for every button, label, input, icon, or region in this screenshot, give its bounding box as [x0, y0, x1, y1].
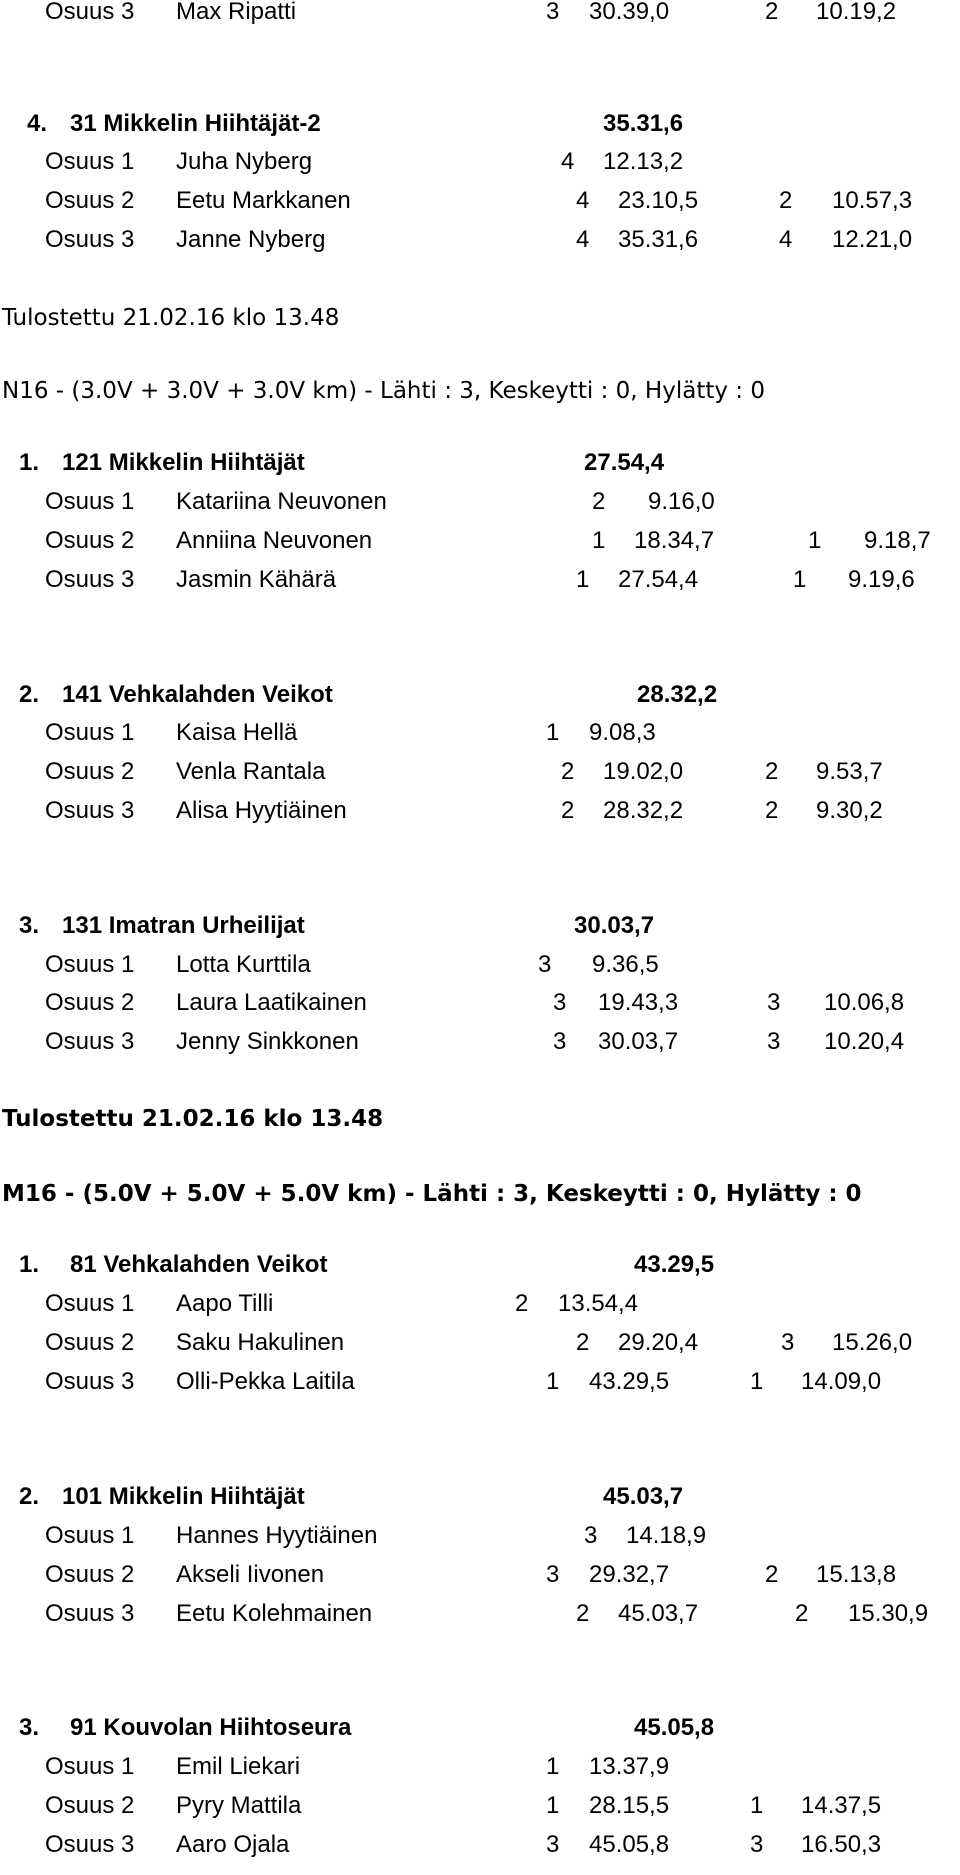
skier-name: Alisa Hyytiäinen — [176, 797, 347, 824]
team-rank: 4. — [27, 110, 48, 137]
team-rank: 3. — [19, 912, 40, 939]
printed-timestamp: Tulostettu 21.02.16 klo 13.48 — [2, 1106, 384, 1132]
team-total-time: 30.03,7 — [574, 912, 655, 939]
cumulative-position: 4 — [561, 148, 575, 175]
leg-time: 9.30,2 — [816, 797, 883, 824]
cumulative-time: 28.15,5 — [589, 1792, 670, 1819]
skier-name: Laura Laatikainen — [176, 989, 367, 1016]
cumulative-time: 45.05,8 — [589, 1831, 670, 1858]
cumulative-position: 1 — [546, 719, 560, 746]
skier-name: Venla Rantala — [176, 758, 326, 785]
team-name: 121 Mikkelin Hiihtäjät — [62, 449, 305, 476]
cumulative-time: 29.20,4 — [618, 1329, 699, 1356]
leg-label: Osuus 1 — [45, 951, 135, 978]
team-total-time: 28.32,2 — [637, 681, 718, 708]
cumulative-position: 2 — [561, 797, 575, 824]
leg-label: Osuus 2 — [45, 1561, 135, 1588]
team-name: 141 Vehkalahden Veikot — [62, 681, 333, 708]
team-rank: 1. — [19, 449, 40, 476]
leg-position: 2 — [779, 187, 793, 214]
leg-position: 2 — [765, 758, 779, 785]
skier-name: Emil Liekari — [176, 1753, 301, 1780]
leg-label: Osuus 1 — [45, 148, 135, 175]
cumulative-time: 9.16,0 — [648, 488, 715, 515]
leg-position: 2 — [765, 0, 779, 25]
cumulative-position: 4 — [576, 226, 590, 253]
cumulative-position: 3 — [546, 1561, 560, 1588]
cumulative-position: 2 — [576, 1600, 590, 1627]
printed-timestamp: Tulostettu 21.02.16 klo 13.48 — [2, 305, 340, 331]
skier-name: Jenny Sinkkonen — [176, 1028, 359, 1055]
leg-position: 3 — [767, 1028, 781, 1055]
cumulative-time: 29.32,7 — [589, 1561, 670, 1588]
cumulative-time: 19.02,0 — [603, 758, 684, 785]
leg-label: Osuus 1 — [45, 719, 135, 746]
team-total-time: 45.05,8 — [634, 1714, 715, 1741]
cumulative-position: 2 — [561, 758, 575, 785]
cumulative-time: 45.03,7 — [618, 1600, 699, 1627]
skier-name: Akseli Iivonen — [176, 1561, 325, 1588]
leg-position: 3 — [767, 989, 781, 1016]
class-header-m16: M16 - (5.0V + 5.0V + 5.0V km) - Lähti : 3, Keskeytti : 0, Hylätty : 0 — [2, 1181, 862, 1207]
cumulative-position: 3 — [584, 1522, 598, 1549]
cumulative-time: 13.54,4 — [558, 1290, 639, 1317]
leg-label: Osuus 2 — [45, 1792, 135, 1819]
team-rank: 3. — [19, 1714, 40, 1741]
cumulative-time: 19.43,3 — [598, 989, 679, 1016]
cumulative-time: 23.10,5 — [618, 187, 699, 214]
leg-position: 3 — [781, 1329, 795, 1356]
skier-name: Hannes Hyytiäinen — [176, 1522, 378, 1549]
skier-name: Juha Nyberg — [176, 148, 313, 175]
skier-name: Aaro Ojala — [176, 1831, 290, 1858]
skier-name: Jasmin Kähärä — [176, 566, 337, 593]
skier-name: Saku Hakulinen — [176, 1329, 345, 1356]
leg-time: 10.20,4 — [824, 1028, 905, 1055]
leg-label: Osuus 1 — [45, 1753, 135, 1780]
cumulative-time: 30.39,0 — [589, 0, 670, 25]
leg-position: 1 — [750, 1368, 764, 1395]
cumulative-time: 35.31,6 — [618, 226, 699, 253]
team-rank: 2. — [19, 681, 40, 708]
leg-time: 10.06,8 — [824, 989, 905, 1016]
cumulative-time: 27.54,4 — [618, 566, 699, 593]
cumulative-position: 3 — [538, 951, 552, 978]
leg-position: 1 — [808, 527, 822, 554]
leg-position: 2 — [795, 1600, 809, 1627]
leg-label: Osuus 1 — [45, 1290, 135, 1317]
leg-time: 10.57,3 — [832, 187, 913, 214]
leg-label: Osuus 2 — [45, 989, 135, 1016]
skier-name: Janne Nyberg — [176, 226, 326, 253]
cumulative-time: 30.03,7 — [598, 1028, 679, 1055]
leg-label: Osuus 3 — [45, 1368, 135, 1395]
team-name: 81 Vehkalahden Veikot — [70, 1251, 328, 1278]
leg-time: 15.26,0 — [832, 1329, 913, 1356]
skier-name: Kaisa Hellä — [176, 719, 298, 746]
class-header-n16: N16 - (3.0V + 3.0V + 3.0V km) - Lähti : 3, Keskeytti : 0, Hylätty : 0 — [2, 378, 765, 404]
cumulative-time: 13.37,9 — [589, 1753, 670, 1780]
leg-label: Osuus 3 — [45, 566, 135, 593]
leg-time: 9.53,7 — [816, 758, 883, 785]
leg-label: Osuus 3 — [45, 226, 135, 253]
leg-time: 14.37,5 — [801, 1792, 882, 1819]
leg-label: Osuus 2 — [45, 758, 135, 785]
skier-name: Lotta Kurttila — [176, 951, 311, 978]
team-rank: 2. — [19, 1483, 40, 1510]
skier-name: Aapo Tilli — [176, 1290, 274, 1317]
team-total-time: 27.54,4 — [584, 449, 665, 476]
leg-time: 15.30,9 — [848, 1600, 929, 1627]
leg-position: 2 — [765, 1561, 779, 1588]
leg-position: 3 — [750, 1831, 764, 1858]
skier-name: Olli-Pekka Laitila — [176, 1368, 355, 1395]
team-name: 101 Mikkelin Hiihtäjät — [62, 1483, 305, 1510]
leg-label: Osuus 3 — [45, 1600, 135, 1627]
cumulative-position: 3 — [553, 1028, 567, 1055]
cumulative-time: 28.32,2 — [603, 797, 684, 824]
leg-time: 14.09,0 — [801, 1368, 882, 1395]
cumulative-position: 1 — [576, 566, 590, 593]
team-name: 91 Kouvolan Hiihtoseura — [70, 1714, 352, 1741]
team-name: 131 Imatran Urheilijat — [62, 912, 305, 939]
leg-label: Osuus 1 — [45, 488, 135, 515]
cumulative-position: 4 — [576, 187, 590, 214]
team-total-time: 43.29,5 — [634, 1251, 715, 1278]
cumulative-position: 1 — [592, 527, 606, 554]
leg-label: Osuus 2 — [45, 187, 135, 214]
leg-label: Osuus 2 — [45, 527, 135, 554]
leg-position: 1 — [793, 566, 807, 593]
leg-time: 15.13,8 — [816, 1561, 897, 1588]
cumulative-time: 43.29,5 — [589, 1368, 670, 1395]
leg-position: 4 — [779, 226, 793, 253]
skier-name: Eetu Markkanen — [176, 187, 351, 214]
cumulative-time: 9.36,5 — [592, 951, 659, 978]
leg-position: 2 — [765, 797, 779, 824]
leg-label: Osuus 3 — [45, 797, 135, 824]
leg-time: 12.21,0 — [832, 226, 913, 253]
cumulative-position: 2 — [592, 488, 606, 515]
leg-time: 9.18,7 — [864, 527, 931, 554]
cumulative-time: 12.13,2 — [603, 148, 684, 175]
leg-label: Osuus 1 — [45, 1522, 135, 1549]
skier-name: Pyry Mattila — [176, 1792, 302, 1819]
leg-time: 10.19,2 — [816, 0, 897, 25]
leg-label: Osuus 3 — [45, 1831, 135, 1858]
cumulative-position: 3 — [553, 989, 567, 1016]
cumulative-position: 1 — [546, 1792, 560, 1819]
team-total-time: 45.03,7 — [603, 1483, 684, 1510]
cumulative-time: 18.34,7 — [634, 527, 715, 554]
cumulative-position: 1 — [546, 1368, 560, 1395]
cumulative-time: 9.08,3 — [589, 719, 656, 746]
cumulative-position: 1 — [546, 1753, 560, 1780]
team-name: 31 Mikkelin Hiihtäjät-2 — [70, 110, 321, 137]
cumulative-position: 3 — [546, 1831, 560, 1858]
skier-name: Katariina Neuvonen — [176, 488, 387, 515]
skier-name: Eetu Kolehmainen — [176, 1600, 373, 1627]
leg-time: 16.50,3 — [801, 1831, 882, 1858]
leg-label: Osuus 3 — [45, 0, 135, 25]
team-total-time: 35.31,6 — [603, 110, 684, 137]
leg-label: Osuus 3 — [45, 1028, 135, 1055]
team-rank: 1. — [19, 1251, 40, 1278]
skier-name: Max Ripatti — [176, 0, 297, 25]
leg-time: 9.19,6 — [848, 566, 915, 593]
cumulative-position: 2 — [515, 1290, 529, 1317]
skier-name: Anniina Neuvonen — [176, 527, 373, 554]
leg-label: Osuus 2 — [45, 1329, 135, 1356]
cumulative-position: 2 — [576, 1329, 590, 1356]
leg-position: 1 — [750, 1792, 764, 1819]
cumulative-time: 14.18,9 — [626, 1522, 707, 1549]
cumulative-position: 3 — [546, 0, 560, 25]
